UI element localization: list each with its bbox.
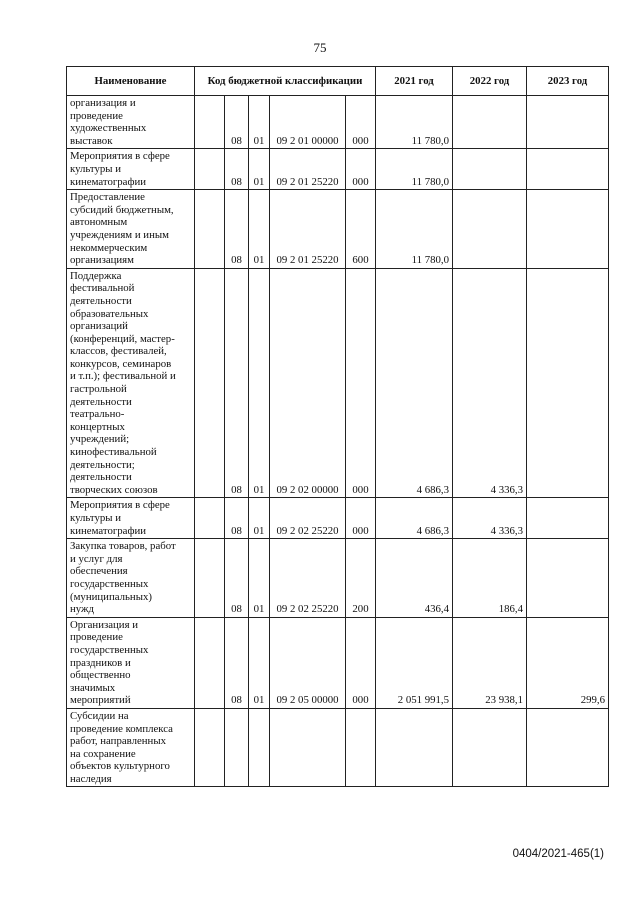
row-name <box>67 708 195 787</box>
row-name <box>67 498 195 539</box>
code-subsection: 01 <box>249 617 270 708</box>
code-section: 08 <box>225 268 249 498</box>
value-2021: 436,4 <box>376 539 453 618</box>
code-section: 08 <box>225 190 249 269</box>
code-expense-type: 600 <box>346 190 376 269</box>
code-expense-type: 000 <box>346 498 376 539</box>
row-name-line: Мероприятия в сфере <box>70 499 170 512</box>
row-name <box>67 268 195 498</box>
row-name-line: нужд <box>70 603 94 616</box>
row-name-line: государственных <box>70 643 149 656</box>
table-row <box>67 149 609 190</box>
code-subsection <box>249 708 270 787</box>
value-2023 <box>527 708 609 787</box>
row-name-line: Организация и <box>70 618 139 631</box>
row-name-line: учреждениям и иным <box>70 228 169 241</box>
row-name-line: автономным <box>70 216 128 229</box>
code-part-1 <box>195 268 225 498</box>
code-subsection: 01 <box>249 268 270 498</box>
row-name-line: на сохранение <box>70 747 136 760</box>
value-2022: 4 336,3 <box>453 498 527 539</box>
header-2021: 2021 год <box>376 67 453 96</box>
code-section: 08 <box>225 539 249 618</box>
value-2022 <box>453 149 527 190</box>
row-name-line: Предоставление <box>70 191 145 204</box>
value-2022: 23 938,1 <box>453 617 527 708</box>
table-row <box>67 498 609 539</box>
row-name <box>67 190 195 269</box>
row-name-line: Мероприятия в сфере <box>70 150 170 163</box>
header-name: Наименование <box>67 67 195 96</box>
row-name-line: Поддержка <box>70 269 122 282</box>
code-target-article: 09 2 02 25220 <box>270 539 346 618</box>
code-subsection: 01 <box>249 498 270 539</box>
row-name-line: государственных <box>70 577 149 590</box>
code-section: 08 <box>225 498 249 539</box>
header-2023: 2023 год <box>527 67 609 96</box>
document-code: 0404/2021-465(1) <box>512 848 604 860</box>
row-name-line: проведение комплекса <box>70 722 173 735</box>
code-part-1 <box>195 539 225 618</box>
row-name-line: объектов культурного <box>70 760 170 773</box>
value-2021 <box>376 708 453 787</box>
row-name-line: обеспечения <box>70 565 128 578</box>
table-header-row <box>67 67 609 96</box>
value-2023 <box>527 190 609 269</box>
row-name <box>67 96 195 149</box>
value-2022 <box>453 708 527 787</box>
value-2023 <box>527 96 609 149</box>
table-body <box>67 96 609 787</box>
value-2021: 2 051 991,5 <box>376 617 453 708</box>
row-name-line: Закупка товаров, работ <box>70 540 176 553</box>
table-row <box>67 268 609 498</box>
row-name-line: театрально- <box>70 408 125 421</box>
row-name-line: художественных <box>70 122 147 135</box>
value-2022: 4 336,3 <box>453 268 527 498</box>
code-section: 08 <box>225 96 249 149</box>
row-name-line: общественно <box>70 669 131 682</box>
code-part-1 <box>195 708 225 787</box>
code-section: 08 <box>225 149 249 190</box>
code-section <box>225 708 249 787</box>
row-name-line: организация и <box>70 97 136 109</box>
code-part-1 <box>195 190 225 269</box>
row-name <box>67 149 195 190</box>
value-2021: 4 686,3 <box>376 498 453 539</box>
row-name <box>67 539 195 618</box>
row-name-line: деятельности <box>70 471 132 484</box>
code-subsection: 01 <box>249 190 270 269</box>
value-2021: 11 780,0 <box>376 96 453 149</box>
value-2022 <box>453 190 527 269</box>
code-expense-type: 000 <box>346 96 376 149</box>
budget-table <box>66 66 609 787</box>
row-name-line: субсидий бюджетным, <box>70 203 174 216</box>
value-2021: 4 686,3 <box>376 268 453 498</box>
row-name-line: (конференций, мастер- <box>70 332 175 345</box>
row-name-line: некоммерческим <box>70 241 148 254</box>
row-name-line: концертных <box>70 420 125 433</box>
row-name-line: проведение <box>70 631 123 644</box>
table-row <box>67 96 609 149</box>
row-name-line: фестивальной <box>70 282 135 295</box>
row-name-line: работ, направленных <box>70 735 166 748</box>
header-2022: 2022 год <box>453 67 527 96</box>
row-name-line: образовательных <box>70 307 149 320</box>
code-target-article: 09 2 01 25220 <box>270 149 346 190</box>
code-target-article: 09 2 01 25220 <box>270 190 346 269</box>
code-part-1 <box>195 96 225 149</box>
row-name-line: гастрольной <box>70 383 127 396</box>
table-row <box>67 190 609 269</box>
row-name-line: праздников и <box>70 656 131 669</box>
code-target-article: 09 2 02 00000 <box>270 268 346 498</box>
row-name-line: учреждений; <box>70 433 130 446</box>
code-subsection: 01 <box>249 539 270 618</box>
row-name-line: деятельности <box>70 395 132 408</box>
value-2023 <box>527 498 609 539</box>
code-subsection: 01 <box>249 149 270 190</box>
row-name-line: и услуг для <box>70 552 123 565</box>
code-expense-type <box>346 708 376 787</box>
row-name-line: значимых <box>70 681 116 694</box>
code-part-1 <box>195 498 225 539</box>
value-2023: 299,6 <box>527 617 609 708</box>
row-name-line: организациям <box>70 254 134 267</box>
table-row <box>67 539 609 618</box>
value-2023 <box>527 149 609 190</box>
value-2021: 11 780,0 <box>376 149 453 190</box>
row-name-line: (муниципальных) <box>70 590 152 603</box>
row-name-line: проведение <box>70 109 123 122</box>
header-code: Код бюджетной классификации <box>195 67 376 96</box>
row-name-line: Субсидии на <box>70 709 129 722</box>
code-section: 08 <box>225 617 249 708</box>
row-name-line: кинематографии <box>70 175 147 188</box>
value-2023 <box>527 268 609 498</box>
row-name-line: кинофестивальной <box>70 446 157 459</box>
row-name-line: мероприятий <box>70 694 131 707</box>
code-target-article <box>270 708 346 787</box>
table-row <box>67 617 609 708</box>
code-part-1 <box>195 149 225 190</box>
row-name-line: творческих союзов <box>70 483 158 496</box>
code-expense-type: 000 <box>346 617 376 708</box>
code-target-article: 09 2 02 25220 <box>270 498 346 539</box>
row-name-line: культуры и <box>70 162 122 175</box>
value-2022 <box>453 96 527 149</box>
row-name-line: конкурсов, семинаров <box>70 357 172 370</box>
code-part-1 <box>195 617 225 708</box>
row-name-line: деятельности; <box>70 458 135 471</box>
code-expense-type: 200 <box>346 539 376 618</box>
value-2022: 186,4 <box>453 539 527 618</box>
code-target-article: 09 2 01 00000 <box>270 96 346 149</box>
table-row <box>67 708 609 787</box>
row-name-line: деятельности <box>70 294 132 307</box>
row-name-line: наследия <box>70 772 112 785</box>
row-name-line: выставок <box>70 134 113 147</box>
value-2021: 11 780,0 <box>376 190 453 269</box>
code-subsection: 01 <box>249 96 270 149</box>
row-name <box>67 617 195 708</box>
value-2023 <box>527 539 609 618</box>
row-name-line: и т.п.); фестивальной и <box>70 370 176 383</box>
page-number: 75 <box>313 40 327 55</box>
code-target-article: 09 2 05 00000 <box>270 617 346 708</box>
row-name-line: кинематографии <box>70 524 147 537</box>
row-name-line: организаций <box>70 320 128 333</box>
row-name-line: культуры и <box>70 512 122 524</box>
row-name-line: классов, фестивалей, <box>70 345 167 358</box>
code-expense-type: 000 <box>346 149 376 190</box>
code-expense-type: 000 <box>346 268 376 498</box>
